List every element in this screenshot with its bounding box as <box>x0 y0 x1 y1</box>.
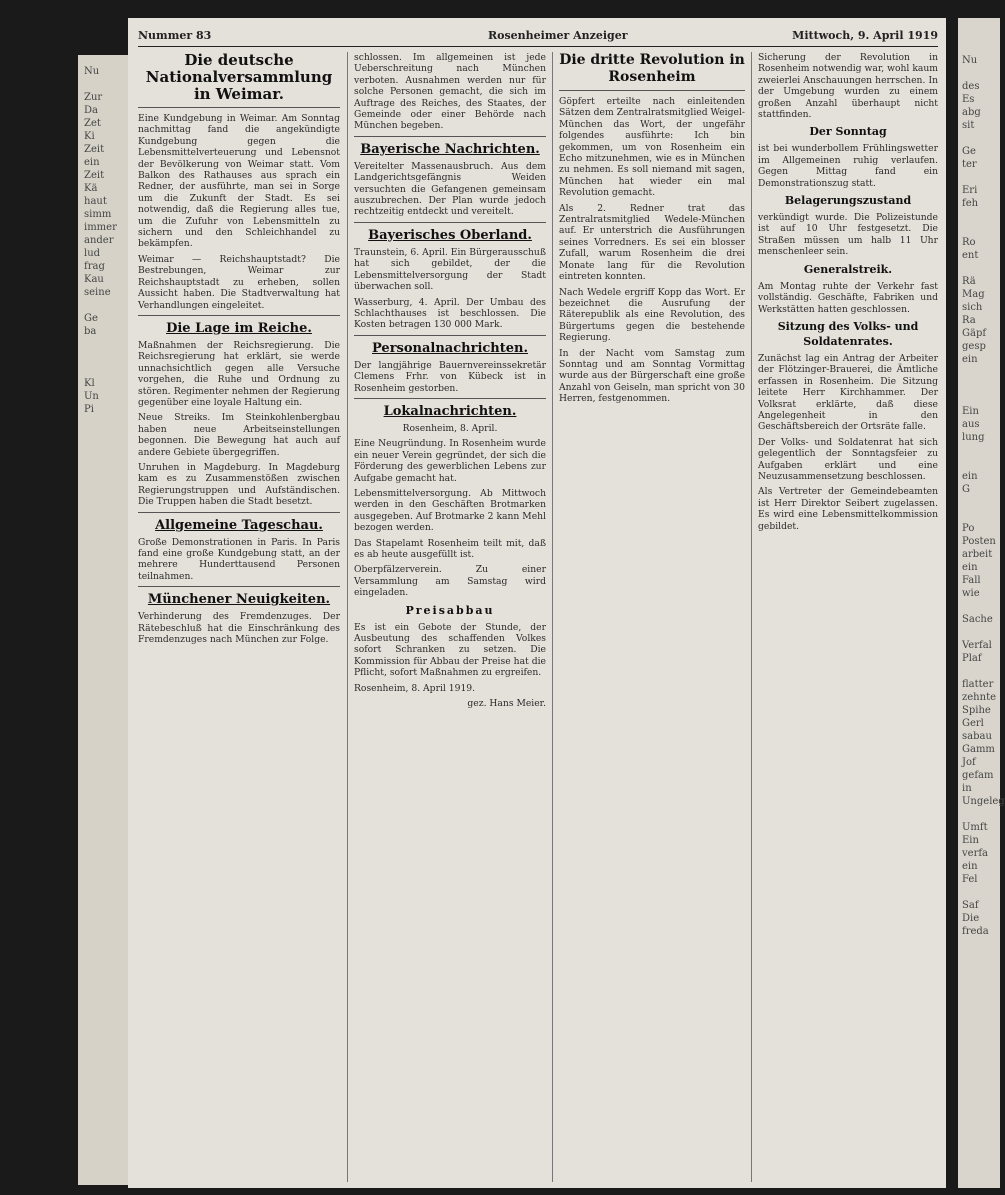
article-paragraph: Verhinderung des Fremdenzuges. Der Rätebeschluß hat die Einschränkung des Fremdenzuges nach München zur Folge. <box>138 611 340 646</box>
newspaper-page <box>128 18 946 1188</box>
article-paragraph: Als Vertreter der Gemeindebeamten ist Herr Direktor Seibert zugelassen. Es wird eine Lebensmittelkommission gebildet. <box>758 486 938 532</box>
edge-text-fragment: Saf <box>962 900 979 911</box>
edge-text-fragment <box>84 78 128 91</box>
article-paragraph: Neue Streiks. Im Steinkohlenbergbau haben neue Arbeitseinstellungen begonnen. Die Bewegung hat auch auf andere Gebiete übergegriffen. <box>138 412 340 458</box>
edge-text-fragment <box>84 299 128 312</box>
edge-text-fragment: verfa <box>962 848 989 859</box>
edge-text-fragment: Pi <box>84 404 94 415</box>
edge-text-fragment <box>962 262 1000 275</box>
edge-text-fragment <box>962 808 1000 821</box>
adjacent-page-left-edge <box>78 55 128 1185</box>
dateline: Rosenheim, 8. April. <box>402 422 498 434</box>
edge-text-fragment: Es <box>962 94 975 105</box>
edge-text-fragment: Zeit <box>84 144 105 155</box>
edge-text-fragment <box>84 351 128 364</box>
edge-text-fragment: arbeit <box>962 549 993 560</box>
headline-nationalversammlung: Die deutsche Nationalversammlung in Weimar. <box>145 51 333 103</box>
edge-text-fragment: Ra <box>962 315 976 326</box>
edge-text-fragment: sit <box>962 120 975 131</box>
edge-text-fragment: Zet <box>84 118 101 129</box>
edge-text-fragment: Ro <box>962 237 976 248</box>
edge-text-fragment: immer <box>84 222 117 233</box>
edge-text-fragment: Gäpf <box>962 328 987 339</box>
edge-text-fragment: Zur <box>84 92 103 103</box>
edge-text-fragment: haut <box>84 196 107 207</box>
edge-text-fragment: Kau <box>84 274 104 285</box>
edge-text-fragment <box>962 223 1000 236</box>
edge-text-fragment <box>962 171 1000 184</box>
edge-text-fragment: ba <box>84 326 97 337</box>
edge-text-fragment: Rä <box>962 276 976 287</box>
edge-text-fragment <box>962 665 1000 678</box>
article-paragraph: Am Montag ruhte der Verkehr fast vollständig. Geschäfte, Fabriken und Werkstätten hatten geschlossen. <box>758 280 938 315</box>
edge-text-fragment: Die <box>962 913 980 924</box>
edge-text-fragment: Kä <box>84 183 98 194</box>
edge-text-fragment: ander <box>84 235 114 246</box>
section-tageschau: Allgemeine Tageschau. <box>155 517 323 533</box>
article-paragraph: Das Stapelamt Rosenheim teilt mit, daß es ab heute ausgefüllt ist. <box>354 537 546 560</box>
edge-text-fragment: Ein <box>962 406 979 417</box>
section-personalnachrichten: Personalnachrichten. <box>372 340 528 356</box>
edge-text-fragment <box>962 600 1000 613</box>
edge-text-fragment: in <box>962 783 972 794</box>
article-paragraph: Als 2. Redner trat das Zentralratsmitglied Wedele-München auf. Er unterstrich die Ausführungen seines Vorredners. Es sei ein blosser Zufall, warum Rosenheim die drei Monate lang für die Revolution eintreten konnten. <box>559 202 745 283</box>
edge-text-fragment: Eri <box>962 185 978 196</box>
edge-text-fragment <box>962 509 1000 522</box>
edge-text-fragment: ent <box>962 250 979 261</box>
section-lokalnachrichten: Lokalnachrichten. <box>383 403 517 419</box>
edge-text-fragment: Gerl <box>962 718 984 729</box>
article-paragraph: ist bei wunderbollem Frühlingswetter im Allgemeinen ruhig verlaufen. Gegen Mittag fand ein Demonstrationszug statt. <box>758 143 938 189</box>
article-paragraph: Der langjährige Bauernvereinssekretär Clemens Frhr. von Kübeck ist in Rosenheim gestorben. <box>354 359 546 394</box>
article-paragraph: In der Nacht vom Samstag zum Sonntag und am Sonntag Vormittag wurde aus der Bürgerschaft eine große Anzahl von Geiseln, man spricht von 30 Herren, festgenommen. <box>559 347 745 405</box>
edge-text-fragment: Da <box>84 105 98 116</box>
edge-text-fragment: ein <box>84 157 100 168</box>
edge-text-fragment: frag <box>84 261 105 272</box>
edge-text-fragment: aus <box>962 419 980 430</box>
edge-text-fragment: Verfal <box>962 640 992 651</box>
edge-text-fragment: Gamm <box>962 744 995 755</box>
signature-name: gez. Hans Meier. <box>467 698 546 710</box>
edge-text-fragment <box>962 379 1000 392</box>
article-paragraph: Weimar — Reichshauptstadt? Die Bestrebungen, Weimar zur Reichshauptstadt zu erheben, sollen Aussicht haben. Die Stadtverwaltung hat Verhandlungen eingeleitet. <box>138 253 340 311</box>
article-paragraph: Lebensmittelversorgung. Ab Mittwoch werden in den Geschäften Brotmarken ausgegeben. Auf Brotmarke 2 kann Mehl bezogen werden. <box>354 487 546 534</box>
edge-text-fragment: Ki <box>84 131 95 142</box>
section-generalstreik: Generalstreik. <box>803 262 893 276</box>
edge-text-fragment: ein <box>962 354 978 365</box>
edge-text-fragment <box>962 457 1000 470</box>
article-paragraph: Es ist ein Gebote der Stunde, der Ausbeutung des schaffenden Volkes sofort Schranken zu setzen. Die Kommission für Abbau der Preise hat die Pflicht, sofort Maßnahmen zu ergreifen. <box>354 621 546 679</box>
edge-text-fragment: gesp <box>962 341 986 352</box>
edge-text-fragment: Ungeleg <box>962 796 1005 807</box>
edge-text-fragment <box>962 210 1000 223</box>
edge-text-fragment: simm <box>84 209 112 220</box>
edge-text-fragment: Fel <box>962 874 978 885</box>
edge-text-fragment: des <box>962 81 980 92</box>
edge-text-fragment: Umft <box>962 822 988 833</box>
edge-text-fragment: wie <box>962 588 980 599</box>
issue-date: Mittwoch, 9. April 1919 <box>792 29 938 42</box>
section-sitzung-volksrat: Sitzung des Volks- und Soldatenrates. <box>777 319 919 348</box>
edge-text-fragment: flatter <box>962 679 994 690</box>
edge-text-fragment <box>962 886 1000 899</box>
edge-text-fragment: feh <box>962 198 979 209</box>
column-1 <box>138 52 340 1182</box>
edge-text-fragment: Fall <box>962 575 981 586</box>
section-lage-im-reiche: Die Lage im Reiche. <box>166 320 312 336</box>
article-paragraph: Unruhen in Magdeburg. In Magdeburg kam es zu Zusammenstößen zwischen Regierungstruppen und Aufständischen. Die Truppen haben die Stadt besetzt. <box>138 461 340 508</box>
edge-text-fragment: Nu <box>962 55 978 66</box>
edge-text-fragment: lud <box>84 248 101 259</box>
edge-text-fragment: Ge <box>84 313 98 324</box>
article-paragraph: Der Volks- und Soldatenrat hat sich gelegentlich der Sonntagsfeier zu Aufgaben erklärt und eine Neuzusammensetzung beschlossen. <box>758 436 938 482</box>
section-bayerisches-oberland: Bayerisches Oberland. <box>368 227 532 243</box>
column-4 <box>758 52 938 1182</box>
edge-text-fragment: Ge <box>962 146 976 157</box>
article-paragraph: Maßnahmen der Reichsregierung. Die Reichsregierung hat erklärt, sie werde unnachsichtlich gegen alle Versuche vorgehen, die Ruhe und Ordnung zu stören. Regimenter nehmen der Regierung gegenüber eine loyale Haltung ein. <box>138 339 340 408</box>
edge-text-fragment <box>962 496 1000 509</box>
edge-text-fragment: abg <box>962 107 981 118</box>
headline-dritte-revolution: Die dritte Revolution in Rosenheim <box>559 52 745 85</box>
edge-text-fragment: zehnte <box>962 692 997 703</box>
edge-text-fragment: Ein <box>962 835 979 846</box>
article-paragraph: Zunächst lag ein Antrag der Arbeiter der Flötzinger-Brauerei, die Ämtliche erfassen in Rosenheim. Die Sitzung leitete Herr Kirchhammer. Der Volksrat erklärte, daß diese Angelegenheit in den Geschäftsbereich der Ortsräte falle. <box>758 352 938 433</box>
edge-text-fragment <box>962 392 1000 405</box>
edge-text-fragment: Un <box>84 391 99 402</box>
article-paragraph: Wasserburg, 4. April. Der Umbau des Schlachthauses ist beschlossen. Die Kosten betragen 130 000 Mark. <box>354 296 546 331</box>
edge-text-fragment: Posten <box>962 536 996 547</box>
newspaper-title: Rosenheimer Anzeiger <box>488 29 628 42</box>
adjacent-page-right-edge <box>958 18 1005 1188</box>
edge-text-fragment <box>962 366 1000 379</box>
edge-text-fragment: Kl <box>84 378 95 389</box>
article-paragraph: Göpfert erteilte nach einleitenden Sätzen dem Zentralratsmitglied Weigel-München das Wort, der ungefähr folgendes ausführte: Ich bin gekommen, um von Rosenheim ein Echo mitzunehmen, wie es in München zu nehmen. Es soll niemand mit sagen, München hat wieder ein mal Revolution gemacht. <box>559 96 745 199</box>
article-paragraph: Große Demonstrationen in Paris. In Paris fand eine große Kundgebung statt, an der mehrere Hunderttausend Personen teilnahmen. <box>138 536 340 582</box>
edge-text-fragment <box>962 67 1000 80</box>
edge-text-fragment: G <box>962 484 970 495</box>
edge-text-fragment <box>84 364 128 377</box>
article-paragraph: Nach Wedele ergriff Kopp das Wort. Er bezeichnet die Ausrufung der Räterepublik als eine Revolution, des Bürgertums gegen die bestehende Regierung. <box>559 286 745 344</box>
edge-text-fragment: ein <box>962 471 978 482</box>
edge-text-fragment: Mag <box>962 289 985 300</box>
edge-text-fragment <box>84 338 128 351</box>
article-paragraph: Eine Kundgebung in Weimar. Am Sonntag nachmittag fand die angekündigte Kundgebung gegen die Lebensmittelverteuerung und Lebensnot der Bevölkerung von Weimar statt. Vom Balkon des Rathauses aus sprach ein Redner, der ausführte, man sei in Sorge um die Zukunft der Stadt. Es sei notwendig, daß die Regierung alles tue, um die Zufuhr von Lebensmitteln zu sichern und den Schleichhandel zu bekämpfen. <box>138 113 340 250</box>
column-2 <box>354 52 546 1182</box>
edge-text-fragment: Spihe <box>962 705 991 716</box>
edge-text-fragment: Nu <box>84 66 100 77</box>
page-number: Nummer 83 <box>138 29 212 42</box>
article-paragraph: schlossen. Im allgemeinen ist jede Ueberschreitung nach München verboten. Ausnahmen werden nur für solche Personen gemacht, die sich im Auftrage des Reiches, des Staates, der Gemeinde oder einer Behörde nach München begeben. <box>354 52 546 132</box>
edge-text-fragment: Zeit <box>84 170 105 181</box>
section-muenchener-neuigkeiten: Münchener Neuigkeiten. <box>147 592 331 608</box>
edge-text-fragment: ein <box>962 861 978 872</box>
section-preisabbau: Preisabbau <box>405 603 495 617</box>
section-bayerische-nachrichten: Bayerische Nachrichten. <box>360 141 540 157</box>
article-paragraph: Sicherung der Revolution in Rosenheim notwendig war, wohl kaum zweierlei Anschauungen herrschen. In der Umgebung wurden zu einem großen Anzahl überhaupt nicht stattfinden. <box>758 52 938 121</box>
article-paragraph: Vereitelter Massenausbruch. Aus dem Landgerichtsgefängnis Weiden versuchten die Gefangenen gemeinsam auszubrechen. Der Plan wurde jedoch rechtzeitig entdeckt und vereitelt. <box>354 160 546 218</box>
edge-text-fragment: Jof <box>962 757 976 768</box>
edge-text-fragment <box>962 132 1000 145</box>
signature-place-date: Rosenheim, 8. April 1919. <box>354 682 476 694</box>
edge-text-fragment: Plaf <box>962 653 982 664</box>
article-paragraph: verkündigt wurde. Die Polizeistunde ist auf 10 Uhr festgesetzt. Die Straßen müssen um halb 11 Uhr menschenleer sein. <box>758 212 938 258</box>
edge-text-fragment: lung <box>962 432 985 443</box>
edge-text-fragment: Po <box>962 523 975 534</box>
page-header <box>138 24 938 47</box>
edge-text-fragment: ein <box>962 562 978 573</box>
edge-text-fragment: gefam <box>962 770 994 781</box>
edge-text-fragment: freda <box>962 926 989 937</box>
section-der-sonntag: Der Sonntag <box>809 125 887 139</box>
edge-text-fragment: seine <box>84 287 111 298</box>
column-3 <box>559 52 745 1182</box>
article-paragraph: Traunstein, 6. April. Ein Bürgerausschuß hat sich gebildet, der die Lebensmittelversorgung der Stadt überwachen soll. <box>354 246 546 293</box>
section-belagerungszustand: Belagerungszustand <box>784 194 912 208</box>
edge-text-fragment: ter <box>962 159 977 170</box>
edge-text-fragment <box>962 444 1000 457</box>
edge-text-fragment <box>962 626 1000 639</box>
edge-text-fragment: Sache <box>962 614 993 625</box>
edge-text-fragment: sabau <box>962 731 992 742</box>
article-paragraph: Eine Neugründung. In Rosenheim wurde ein neuer Verein gegründet, der sich die Förderung des gewerblichen Lebens zur Aufgabe gemacht hat. <box>354 438 546 484</box>
edge-text-fragment: sich <box>962 302 983 313</box>
article-paragraph: Oberpfälzerverein. Zu einer Versammlung am Samstag wird eingeladen. <box>354 564 546 599</box>
